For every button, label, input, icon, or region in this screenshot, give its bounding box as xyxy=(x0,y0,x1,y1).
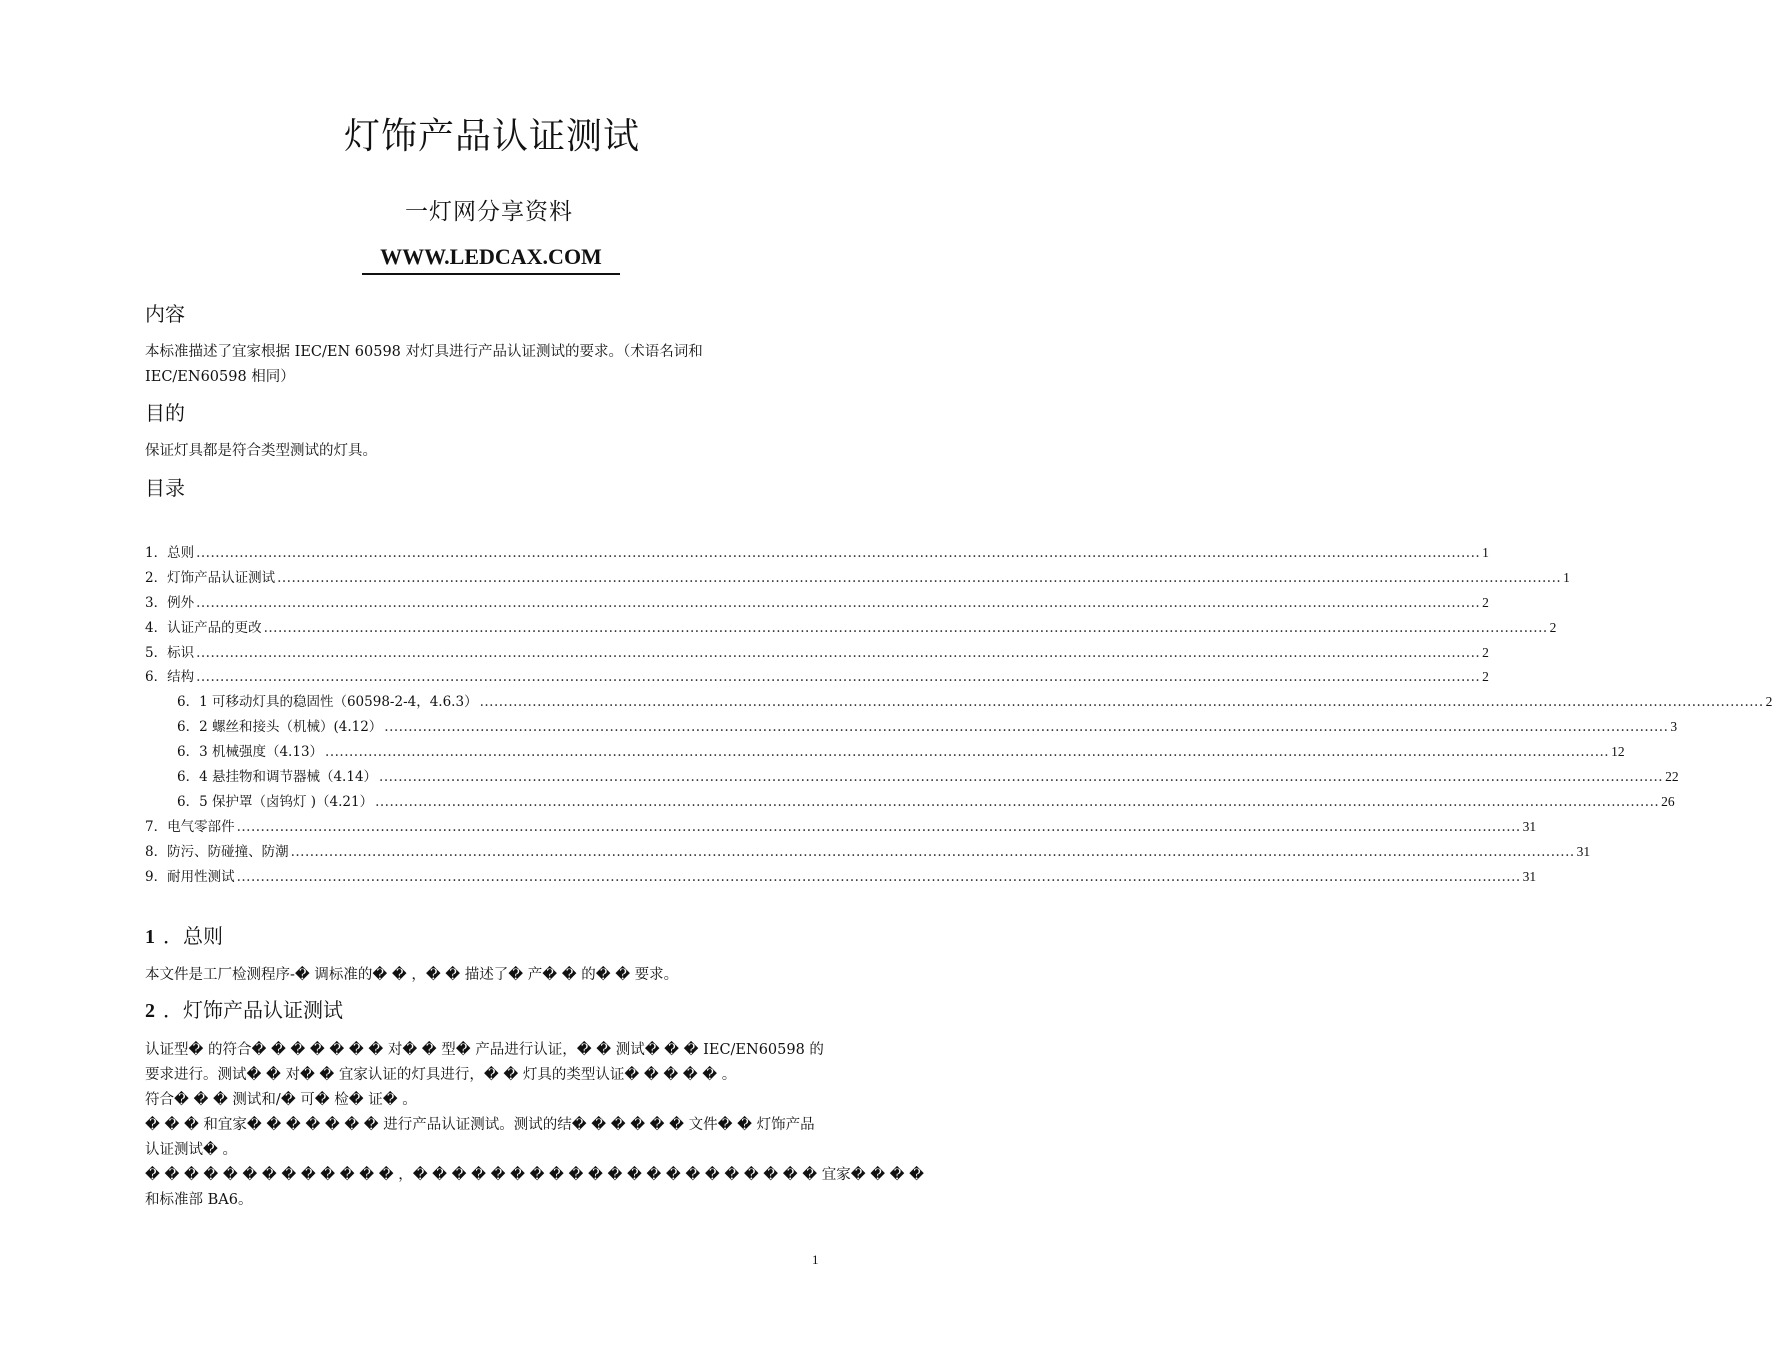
toc-entry[interactable] xyxy=(145,566,1570,591)
toc-entry[interactable] xyxy=(145,865,1537,890)
document-title: 灯饰产品认证测试 xyxy=(343,116,640,157)
toc-entry-page: 2 xyxy=(1549,619,1557,635)
content-text-line-1: 本标准描述了宜家根据 IEC/EN 60598 对灯具进行产品认证测试的要求。（术语名词和 xyxy=(145,344,703,360)
toc-leader-dots xyxy=(264,620,1548,636)
toc-leader-dots xyxy=(277,570,1561,586)
content-heading: 内容 xyxy=(145,302,185,326)
page-number: 1 xyxy=(812,1252,819,1267)
toc-entry-label: 6．结构 xyxy=(145,669,195,686)
purpose-heading: 目的 xyxy=(145,401,185,425)
toc-entry-page: 2 xyxy=(1765,694,1772,710)
toc-entry-page: 31 xyxy=(1576,843,1591,859)
toc-entry-page: 22 xyxy=(1665,769,1679,785)
toc-entry-label: 6．2 螺丝和接头（机械）(4.12） xyxy=(177,719,383,736)
toc-leader-dots xyxy=(237,819,1521,835)
toc-entry-page: 12 xyxy=(1611,744,1625,760)
toc-entry-label: 3．例外 xyxy=(145,594,195,611)
section-2-line: 认证型� 的符合� � � � � � � 对� � 型� 产品进行认证，� � 测试� � � IEC/EN60598 的 xyxy=(145,1042,824,1058)
toc-entry[interactable] xyxy=(145,541,1489,566)
section-2-heading xyxy=(145,994,343,1023)
toc-heading: 目录 xyxy=(145,476,185,500)
website-link[interactable]: WWW.LEDCAX.COM xyxy=(362,244,620,275)
section-1-number: 1 xyxy=(145,926,155,948)
toc-entry-label: 1．总则 xyxy=(145,545,195,561)
section-1-heading xyxy=(145,920,223,949)
content-text-line-2: IEC/EN60598 相同） xyxy=(145,369,295,385)
table-of-contents xyxy=(145,541,1772,889)
toc-leader-dots xyxy=(384,719,1668,735)
toc-leader-dots xyxy=(480,694,1764,710)
toc-leader-dots xyxy=(196,645,1480,661)
toc-entry-label: 9．耐用性测试 xyxy=(145,868,235,885)
toc-entry-label: 6．3 机械强度（4.13） xyxy=(177,744,324,761)
toc-leader-dots xyxy=(291,844,1575,860)
toc-leader-dots xyxy=(375,794,1659,810)
toc-entry-page: 2 xyxy=(1482,669,1489,685)
toc-leader-dots xyxy=(237,869,1521,885)
toc-entry-page: 2 xyxy=(1482,644,1489,660)
toc-leader-dots xyxy=(379,769,1663,785)
toc-entry-page: 1 xyxy=(1563,569,1570,585)
toc-entry-page: 2 xyxy=(1482,594,1489,610)
section-2-line: 和标准部 BA6。 xyxy=(145,1192,253,1208)
section-1-title: ．总则 xyxy=(163,924,223,948)
toc-entry-page: 26 xyxy=(1661,793,1675,809)
toc-subentry[interactable] xyxy=(145,790,1675,815)
toc-entry-label: 6．5 保护罩（卤钨灯 )（4.21） xyxy=(177,793,374,810)
toc-entry-label: 4．认证产品的更改 xyxy=(145,619,262,636)
purpose-text: 保证灯具都是符合类型测试的灯具。 xyxy=(145,443,377,459)
toc-subentry[interactable] xyxy=(145,765,1679,790)
toc-entry-label: 7．电气零部件 xyxy=(145,818,235,835)
toc-leader-dots xyxy=(196,669,1480,685)
toc-leader-dots xyxy=(196,595,1480,611)
toc-entry-page: 31 xyxy=(1522,868,1537,884)
toc-entry[interactable] xyxy=(145,591,1489,616)
toc-entry[interactable] xyxy=(145,840,1591,865)
document-subtitle: 一灯网分享资料 xyxy=(405,199,573,225)
section-2-line: 符合� � � 测试和/� 可� 检� 证� 。 xyxy=(145,1092,417,1108)
toc-entry[interactable] xyxy=(145,641,1489,666)
section-2-line: � � � � � � � � � � � � � ，� � � � � � � � � � � � � � � � � � � � � 宜家� � � � xyxy=(145,1167,925,1183)
toc-subentry[interactable] xyxy=(145,690,1772,715)
toc-subentry[interactable] xyxy=(145,740,1625,765)
toc-entry-label: 2．灯饰产品认证测试 xyxy=(145,569,276,586)
section-2-line: 要求进行。测试� � 对� � 宜家认证的灯具进行，� � 灯具的类型认证� � � � � 。 xyxy=(145,1067,737,1083)
section-2-title: ．灯饰产品认证测试 xyxy=(163,998,343,1022)
section-2-line: 认证测试� 。 xyxy=(145,1142,237,1158)
toc-entry[interactable] xyxy=(145,815,1537,840)
toc-subentry[interactable] xyxy=(145,715,1678,740)
toc-leader-dots xyxy=(325,744,1609,760)
section-2-line: � � � 和宜家� � � � � � � 进行产品认证测试。测试的结� � � � � � 文件� � 灯饰产品 xyxy=(145,1117,815,1133)
toc-entry[interactable] xyxy=(145,616,1557,641)
toc-leader-dots xyxy=(196,545,1480,561)
toc-entry[interactable] xyxy=(145,665,1489,690)
toc-entry-label: 6．4 悬挂物和调节器械（4.14） xyxy=(177,769,378,786)
toc-entry-label: 8．防污、防碰撞、防潮 xyxy=(145,843,289,860)
section-2-number: 2 xyxy=(145,1000,155,1022)
toc-entry-page: 31 xyxy=(1522,818,1537,834)
section-1-text: 本文件是工厂检测程序-� 调标准的� � ，� � 描述了� 产� � 的� � 要求。 xyxy=(145,967,679,983)
toc-entry-label: 6．1 可移动灯具的稳固性（60598-2-4，4.6.3） xyxy=(177,694,478,711)
toc-entry-page: 3 xyxy=(1670,719,1678,735)
toc-entry-page: 1 xyxy=(1482,545,1489,560)
toc-entry-label: 5．标识 xyxy=(145,644,195,661)
